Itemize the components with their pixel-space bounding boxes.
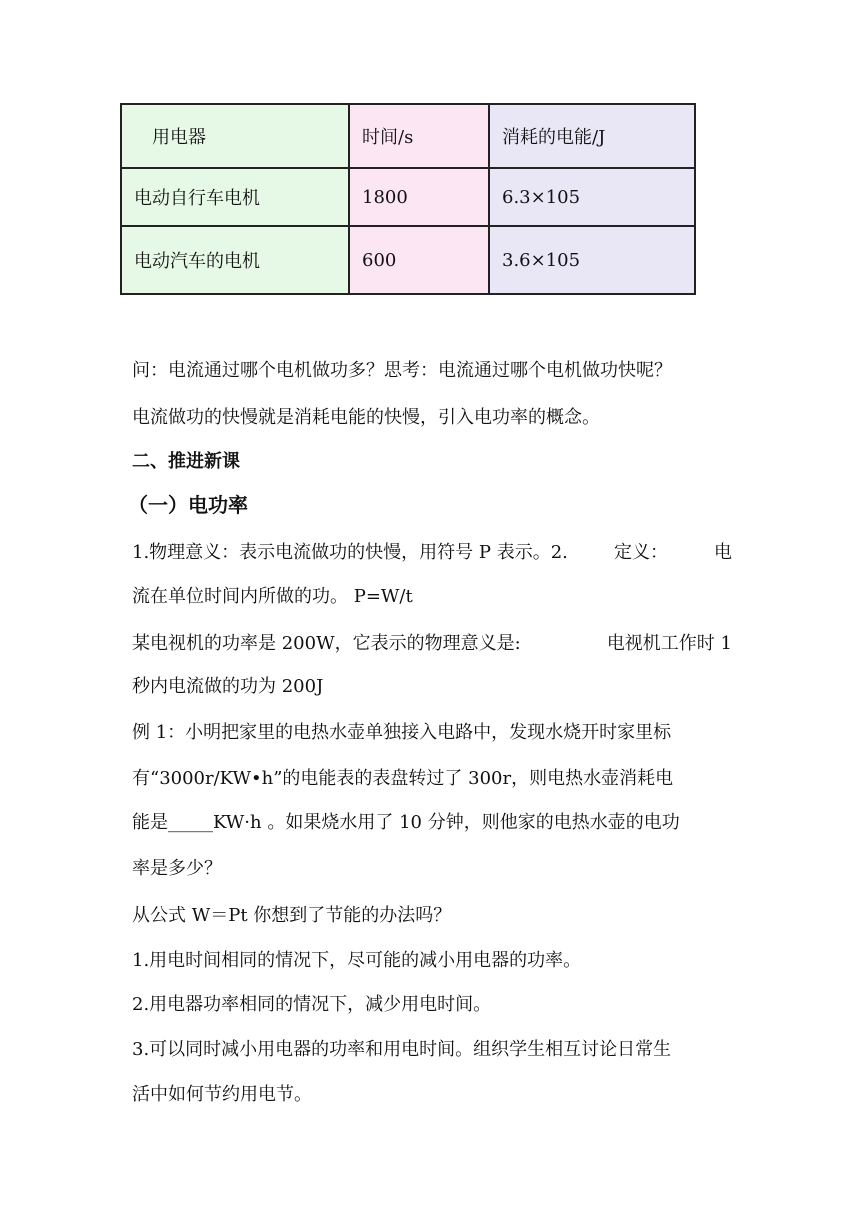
header-cell-time: 时间/s bbox=[349, 104, 489, 168]
example-1-line-2: 有“3000r/KW•h”的电能表的表盘转过了 300r，则电热水壶消耗电 bbox=[132, 768, 674, 789]
definition-label: 定义： bbox=[613, 542, 668, 563]
header-cell-appliance: 用电器 bbox=[121, 104, 349, 168]
table-row bbox=[121, 226, 695, 294]
tip-3-line-1: 3.可以同时减小用电器的功率和用电时间。组织学生相互讨论日常生 bbox=[132, 1039, 672, 1060]
tip-2: 2.用电器功率相同的情况下，减少用电时间。 bbox=[132, 994, 492, 1015]
example-1-line-4: 率是多少？ bbox=[132, 858, 222, 879]
definition-line-2: 流在单位时间内所做的功。 P=W/t bbox=[132, 586, 413, 607]
question-line: 问：电流通过哪个电机做功多？思考：电流通过哪个电机做功快呢？ bbox=[132, 360, 672, 381]
table-cell: 600 bbox=[349, 226, 489, 294]
table-cell: 电动自行车电机 bbox=[121, 168, 349, 226]
example-1-line-3: 能是_____KW·h 。如果烧水用了 10 分钟，则他家的电热水壶的电功 bbox=[132, 812, 680, 833]
definition-line-1 bbox=[132, 538, 732, 564]
definition-meaning: 1.物理意义：表示电流做功的快慢，用符号 P 表示。2. bbox=[132, 542, 568, 563]
tv-example-answer: 电视机工作时 1 bbox=[606, 633, 732, 654]
tip-1: 1.用电时间相同的情况下，尽可能的减小用电器的功率。 bbox=[132, 950, 582, 971]
header-cell-energy: 消耗的电能/J bbox=[489, 104, 695, 168]
definition-start: 电 bbox=[714, 542, 732, 563]
table-cell: 6.3×105 bbox=[489, 168, 695, 226]
section-heading: 二、推进新课 bbox=[132, 451, 240, 472]
tip-3-line-2: 活中如何节约用电节。 bbox=[132, 1084, 312, 1105]
table-cell: 1800 bbox=[349, 168, 489, 226]
example-1-line-1: 例 1：小明把家里的电热水壶单独接入电路中，发现水烧开时家里标 bbox=[132, 722, 672, 743]
energy-saving-question: 从公式 W＝Pt 你想到了节能的办法吗？ bbox=[132, 905, 452, 926]
table-header-row bbox=[121, 104, 695, 168]
intro-line: 电流做功的快慢就是消耗电能的快慢，引入电功率的概念。 bbox=[132, 407, 600, 428]
energy-table bbox=[120, 103, 696, 295]
tv-example-premise: 某电视机的功率是 200W，它表示的物理意义是: bbox=[132, 633, 521, 654]
sub-heading: （一）电功率 bbox=[128, 493, 248, 517]
tv-example-line-2: 秒内电流做的功为 200J bbox=[132, 676, 324, 697]
table-cell: 3.6×105 bbox=[489, 226, 695, 294]
tv-example-line-1 bbox=[132, 629, 732, 655]
table-cell: 电动汽车的电机 bbox=[121, 226, 349, 294]
appliance-table bbox=[120, 103, 696, 295]
table-row bbox=[121, 168, 695, 226]
